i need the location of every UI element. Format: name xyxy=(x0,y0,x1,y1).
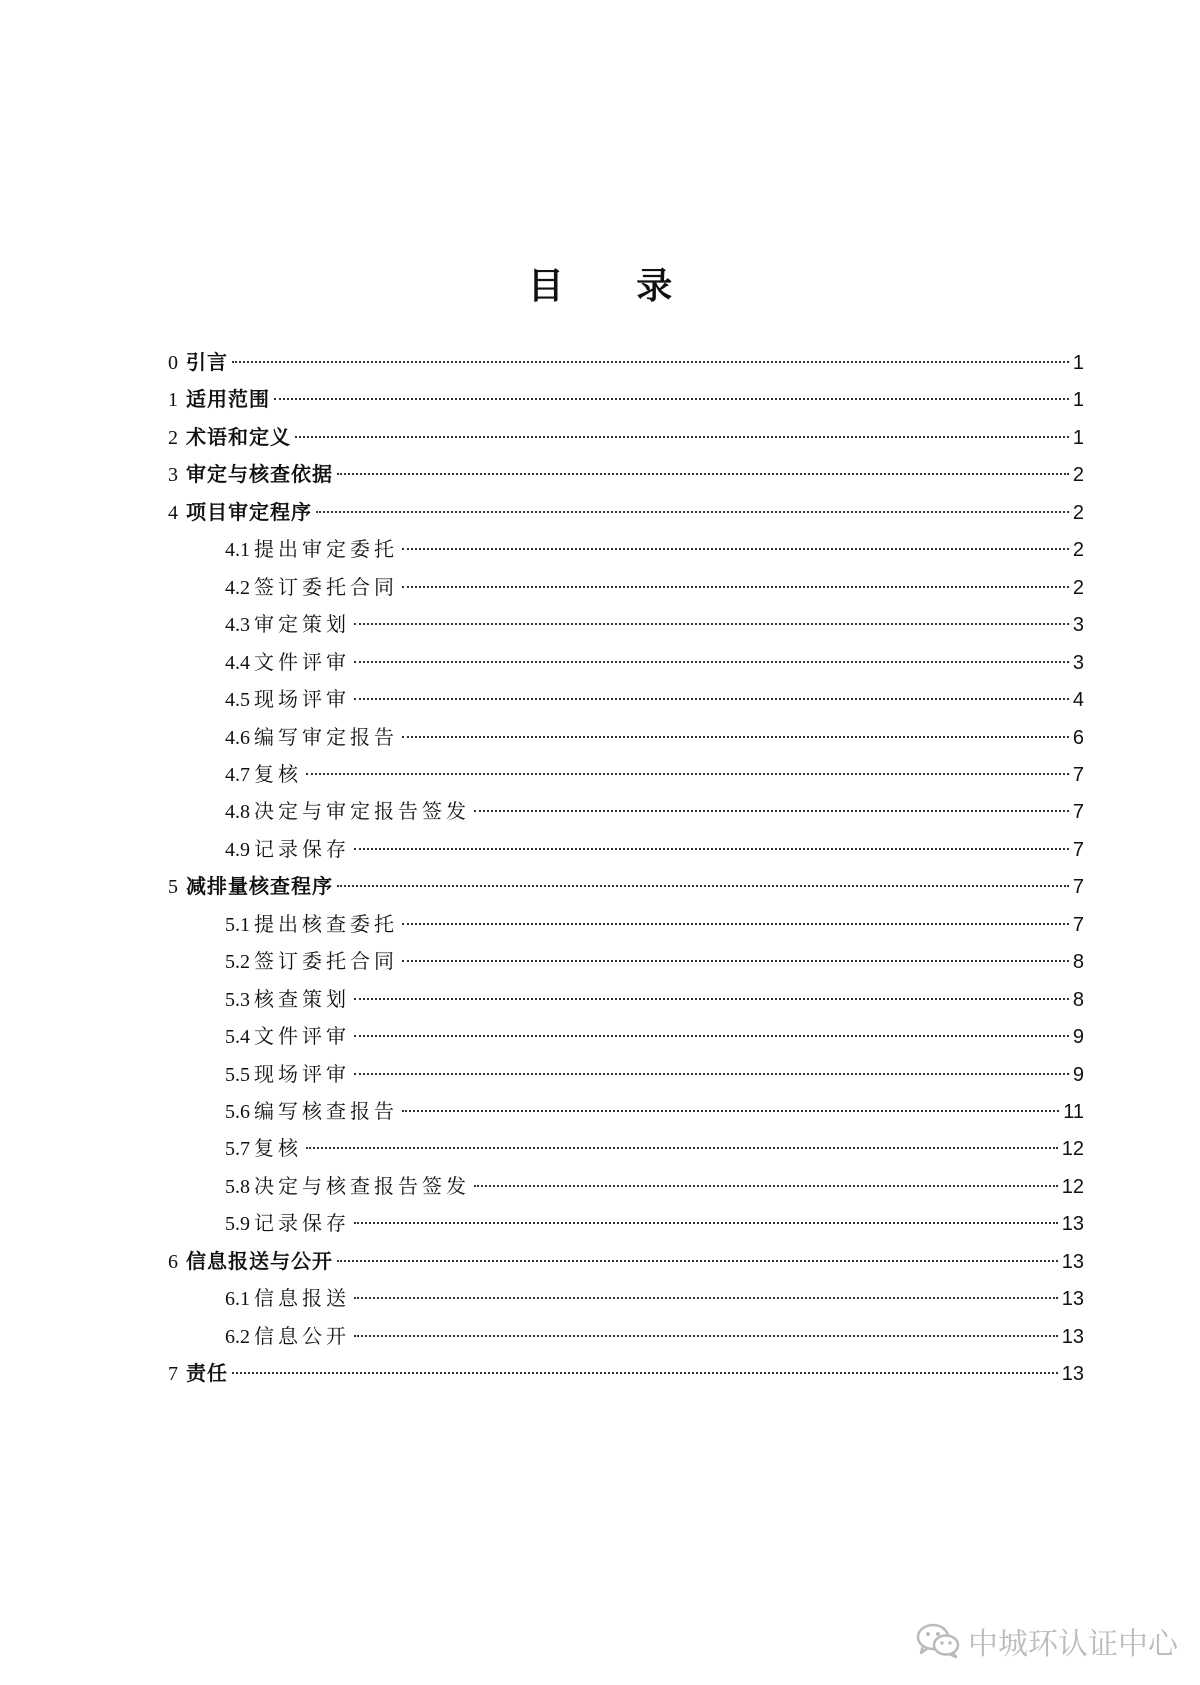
toc-page-number: 1 xyxy=(1072,427,1084,449)
toc-entry-title: 引言 xyxy=(186,350,228,374)
toc-entry-label xyxy=(225,759,302,790)
toc-entry-title: 术语和定义 xyxy=(186,425,291,449)
toc-entry-title: 编写核查报告 xyxy=(254,1099,398,1123)
toc-entry[interactable] xyxy=(168,384,1084,414)
toc-dot-leader xyxy=(474,1185,1058,1187)
toc-entry[interactable] xyxy=(168,459,1084,489)
toc-entry[interactable] xyxy=(225,909,1084,939)
toc-entry-number: 4.5 xyxy=(225,689,250,711)
toc-entry[interactable] xyxy=(225,984,1084,1014)
page-title: 目 录 xyxy=(527,266,703,307)
toc-entry-title: 决定与核查报告签发 xyxy=(254,1174,470,1198)
toc-entry-title: 决定与审定报告签发 xyxy=(254,799,470,823)
toc-entry-label xyxy=(225,834,350,865)
toc-page-number: 8 xyxy=(1072,951,1084,973)
toc-entry-label xyxy=(225,946,398,977)
toc-entry-title: 审定策划 xyxy=(254,612,350,636)
toc-page-number: 1 xyxy=(1072,389,1084,411)
toc-entry-title: 提出核查委托 xyxy=(254,912,398,936)
toc-entry[interactable] xyxy=(225,1021,1084,1051)
toc-entry[interactable] xyxy=(225,1321,1084,1351)
toc-page-number: 13 xyxy=(1061,1213,1084,1235)
toc-entry-number: 6.1 xyxy=(225,1288,250,1310)
toc-entry-number: 2 xyxy=(168,427,178,449)
toc-entry-label xyxy=(225,1208,350,1239)
toc-dot-leader xyxy=(354,1335,1058,1337)
toc-entry[interactable] xyxy=(225,722,1084,752)
watermark-text: 中城环认证中心 xyxy=(968,1627,1178,1662)
toc-entry[interactable] xyxy=(225,609,1084,639)
toc-entry[interactable] xyxy=(225,759,1084,789)
toc-entry-title: 文件评审 xyxy=(254,1024,350,1048)
toc-entry-number: 0 xyxy=(168,352,178,374)
toc-dot-leader xyxy=(354,1297,1058,1299)
toc-entry-label xyxy=(225,722,398,753)
toc-entry[interactable] xyxy=(225,1133,1084,1163)
toc-entry-title: 适用范围 xyxy=(186,387,270,411)
toc-page-number: 13 xyxy=(1061,1251,1084,1273)
toc-entry[interactable] xyxy=(225,1208,1084,1238)
toc-page-number: 12 xyxy=(1061,1138,1084,1160)
toc-page-number: 7 xyxy=(1072,914,1084,936)
toc-entry[interactable] xyxy=(225,946,1084,976)
toc-entry-number: 7 xyxy=(168,1363,178,1385)
toc-entry-title: 信息报送 xyxy=(254,1286,350,1310)
toc-dot-leader xyxy=(232,1372,1058,1374)
toc-entry-label xyxy=(225,534,398,565)
toc-entry-number: 5.9 xyxy=(225,1213,250,1235)
wechat-icon xyxy=(916,1623,960,1659)
toc-entry-title: 现场评审 xyxy=(254,687,350,711)
toc-dot-leader xyxy=(354,661,1069,663)
toc-page-number: 13 xyxy=(1061,1288,1084,1310)
toc-entry-number: 4.1 xyxy=(225,539,250,561)
toc-entry-title: 记录保存 xyxy=(254,1211,350,1235)
toc-entry-number: 5.2 xyxy=(225,951,250,973)
toc-entry-label xyxy=(168,347,228,378)
toc-dot-leader xyxy=(402,960,1069,962)
toc-entry[interactable] xyxy=(225,534,1084,564)
toc-dot-leader xyxy=(354,1073,1069,1075)
toc-dot-leader xyxy=(337,885,1069,887)
toc-entry-label xyxy=(225,1021,350,1052)
toc-dot-leader xyxy=(354,1035,1069,1037)
toc-dot-leader xyxy=(402,586,1069,588)
toc-entry-number: 5.1 xyxy=(225,914,250,936)
toc-entry-number: 4.4 xyxy=(225,652,250,674)
toc-dot-leader xyxy=(274,398,1069,400)
toc-page-number: 7 xyxy=(1072,764,1084,786)
toc-entry-label xyxy=(168,1358,228,1389)
toc-page-number: 6 xyxy=(1072,727,1084,749)
toc-entry-number: 4 xyxy=(168,502,178,524)
toc-entry-number: 5.6 xyxy=(225,1101,250,1123)
toc-entry[interactable] xyxy=(168,871,1084,901)
toc-page-number: 2 xyxy=(1072,464,1084,486)
toc-entry-number: 4.9 xyxy=(225,839,250,861)
toc-page-number: 8 xyxy=(1072,989,1084,1011)
toc-entry-number: 5.4 xyxy=(225,1026,250,1048)
toc-entry[interactable] xyxy=(168,1246,1084,1276)
toc-entry[interactable] xyxy=(225,647,1084,677)
toc-entry-label xyxy=(168,1246,333,1277)
toc-entry[interactable] xyxy=(225,796,1084,826)
toc-entry-number: 5.3 xyxy=(225,989,250,1011)
toc-dot-leader xyxy=(316,511,1069,513)
toc-dot-leader xyxy=(402,1110,1059,1112)
toc-entry-label xyxy=(225,1321,350,1352)
toc-page-number: 9 xyxy=(1072,1026,1084,1048)
toc-entry-title: 减排量核查程序 xyxy=(186,874,333,898)
toc-entry-number: 6 xyxy=(168,1251,178,1273)
toc-entry-label xyxy=(225,984,350,1015)
toc-page-number: 7 xyxy=(1072,839,1084,861)
toc-entry-number: 4.6 xyxy=(225,727,250,749)
toc-entry-number: 5.8 xyxy=(225,1176,250,1198)
toc-page-number: 3 xyxy=(1072,614,1084,636)
toc-page-number: 9 xyxy=(1072,1064,1084,1086)
watermark xyxy=(916,1619,1178,1663)
toc-entry-title: 信息报送与公开 xyxy=(186,1249,333,1273)
toc-entry[interactable] xyxy=(168,497,1084,527)
toc-entry-label xyxy=(225,1133,302,1164)
toc-page-number: 7 xyxy=(1072,876,1084,898)
toc-entry-number: 4.8 xyxy=(225,801,250,823)
toc-entry[interactable] xyxy=(225,1059,1084,1089)
toc-entry-number: 5 xyxy=(168,876,178,898)
toc-entry-label xyxy=(225,796,470,827)
toc-dot-leader xyxy=(354,998,1069,1000)
toc-page-number: 11 xyxy=(1063,1101,1084,1123)
toc-page-number: 2 xyxy=(1072,577,1084,599)
toc-page-number: 4 xyxy=(1072,689,1084,711)
toc-entry-label xyxy=(168,871,333,902)
toc-entry[interactable] xyxy=(225,684,1084,714)
toc-dot-leader xyxy=(295,436,1069,438)
toc-page-number: 2 xyxy=(1072,539,1084,561)
toc-entry-label xyxy=(225,1059,350,1090)
toc-entry-number: 3 xyxy=(168,464,178,486)
toc-entry-number: 5.5 xyxy=(225,1064,250,1086)
toc-dot-leader xyxy=(474,810,1069,812)
toc-page-number: 7 xyxy=(1072,801,1084,823)
toc-entry-number: 4.3 xyxy=(225,614,250,636)
toc-entry[interactable] xyxy=(168,422,1084,452)
toc-entry-title: 审定与核查依据 xyxy=(186,462,333,486)
toc-page-number: 2 xyxy=(1072,502,1084,524)
toc-entry-title: 核查策划 xyxy=(254,987,350,1011)
toc-dot-leader xyxy=(306,773,1069,775)
toc-dot-leader xyxy=(354,848,1069,850)
toc-entry[interactable] xyxy=(225,1171,1084,1201)
toc-entry[interactable] xyxy=(168,1358,1084,1388)
toc-page-number: 13 xyxy=(1061,1363,1084,1385)
toc-dot-leader xyxy=(354,623,1069,625)
toc-entry-title: 编写审定报告 xyxy=(254,725,398,749)
toc-entry-title: 项目审定程序 xyxy=(186,500,312,524)
toc-page-number: 12 xyxy=(1061,1176,1084,1198)
toc-entry[interactable] xyxy=(168,347,1084,377)
toc-dot-leader xyxy=(337,1260,1058,1262)
toc-entry-title: 签订委托合同 xyxy=(254,575,398,599)
toc-entry-title: 信息公开 xyxy=(254,1324,350,1348)
toc-entry-label xyxy=(168,384,270,415)
toc-entry-number: 6.2 xyxy=(225,1326,250,1348)
toc-entry-label xyxy=(225,1096,398,1127)
toc-entry-number: 4.7 xyxy=(225,764,250,786)
toc-dot-leader xyxy=(306,1147,1058,1149)
toc-entry-title: 记录保存 xyxy=(254,837,350,861)
toc-entry-title: 文件评审 xyxy=(254,650,350,674)
toc-dot-leader xyxy=(354,698,1069,700)
toc-entry-number: 1 xyxy=(168,389,178,411)
toc-page-number: 3 xyxy=(1072,652,1084,674)
toc-entry-label xyxy=(225,572,398,603)
toc-dot-leader xyxy=(354,1222,1058,1224)
toc-entry-label xyxy=(225,609,350,640)
toc-entry-title: 复核 xyxy=(254,1136,302,1160)
toc-entry[interactable] xyxy=(225,1283,1084,1313)
toc-dot-leader xyxy=(337,473,1069,475)
toc-dot-leader xyxy=(402,736,1069,738)
toc-dot-leader xyxy=(402,923,1069,925)
toc-entry-label xyxy=(168,422,291,453)
toc-entry-label xyxy=(225,684,350,715)
toc-entry-number: 5.7 xyxy=(225,1138,250,1160)
toc-dot-leader xyxy=(402,548,1069,550)
toc-entry-label xyxy=(168,459,333,490)
toc-entry-title: 现场评审 xyxy=(254,1062,350,1086)
toc-page-number: 13 xyxy=(1061,1326,1084,1348)
toc-entry[interactable] xyxy=(225,834,1084,864)
toc-entry-label xyxy=(225,1171,470,1202)
toc-entry-label xyxy=(225,1283,350,1314)
toc-dot-leader xyxy=(232,361,1069,363)
toc-entry-label xyxy=(225,647,350,678)
toc-entry-title: 提出审定委托 xyxy=(254,537,398,561)
toc-entry-title: 签订委托合同 xyxy=(254,949,398,973)
toc-entry-title: 复核 xyxy=(254,762,302,786)
toc-entry-title: 责任 xyxy=(186,1361,228,1385)
toc-entry[interactable] xyxy=(225,572,1084,602)
toc-page-number: 1 xyxy=(1072,352,1084,374)
toc-entry[interactable] xyxy=(225,1096,1084,1126)
toc-entry-label xyxy=(225,909,398,940)
toc-entry-number: 4.2 xyxy=(225,577,250,599)
toc-entry-label xyxy=(168,497,312,528)
